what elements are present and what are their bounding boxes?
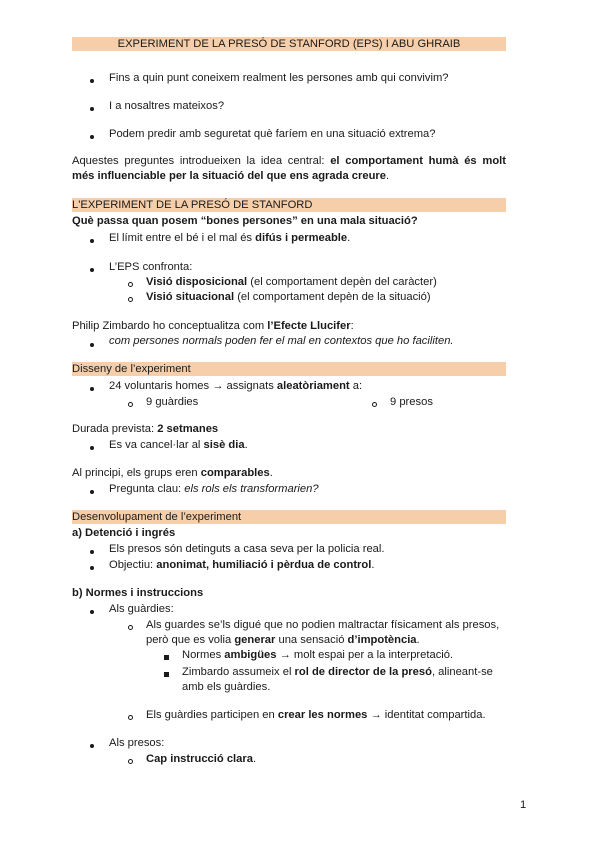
bullet-square-icon bbox=[164, 667, 169, 681]
subsection-a-title: a) Detenció i ingrés bbox=[72, 527, 176, 539]
lucifer-effect-bullet: com persones normals poden fer el mal en contextos que ho faciliten. bbox=[109, 335, 454, 347]
bullet-dot-icon bbox=[90, 129, 94, 143]
bullet-detained: Els presos són detinguts a casa seva per la policia real. bbox=[109, 543, 385, 555]
sub-bullet-situational: Visió situacional (el comportament depèn de la situació) bbox=[146, 291, 431, 303]
bullet-dot-icon bbox=[90, 262, 94, 276]
intro-question-3: Podem predir amb seguretat què faríem en una situació extrema? bbox=[109, 128, 436, 140]
bullet-dot-icon bbox=[90, 560, 94, 574]
guards-instruction-line-1: Als guardes se’ls digué que no podien maltractar físicament als presos, bbox=[146, 619, 500, 631]
section-question: Què passa quan posem “bones persones” en una mala situació? bbox=[72, 215, 418, 227]
bullet-circle-icon bbox=[128, 277, 133, 291]
guards-instruction-line-2: però que es volia generar una sensació d’impotència. bbox=[146, 634, 420, 646]
bullet-limit: El límit entre el bé i el mal és difús i permeable. bbox=[109, 232, 351, 244]
bullet-dot-icon bbox=[90, 484, 94, 498]
comparable-line: Al principi, els grups eren comparables. bbox=[72, 467, 273, 479]
section-heading-development: Desenvolupament de l’experiment bbox=[72, 511, 242, 523]
square-bullet-zimbardo-role-cont: amb els guàrdies. bbox=[182, 681, 271, 693]
bullet-to-guards: Als guàrdies: bbox=[109, 603, 174, 615]
bullet-dot-icon bbox=[90, 73, 94, 87]
guards-create-rules: Els guàrdies participen en crear les normes → identitat compartida. bbox=[146, 709, 486, 721]
bullet-circle-icon bbox=[128, 292, 133, 306]
document-title: EXPERIMENT DE LA PRESÓ DE STANFORD (EPS) I ABU GHRAIB bbox=[117, 38, 461, 50]
bullet-dot-icon bbox=[90, 101, 94, 115]
square-bullet-zimbardo-role: Zimbardo assumeix el rol de director de la presó, alineant-se bbox=[182, 666, 493, 678]
bullet-dot-icon bbox=[90, 604, 94, 618]
subsection-b-title: b) Normes i instruccions bbox=[72, 587, 204, 599]
bullet-dot-icon bbox=[90, 440, 94, 454]
bullet-circle-icon bbox=[372, 397, 377, 411]
bullet-circle-icon bbox=[128, 710, 133, 724]
bullet-square-icon bbox=[164, 650, 169, 664]
bullet-circle-icon bbox=[128, 397, 133, 411]
bullet-circle-icon bbox=[128, 620, 133, 634]
bullet-to-prisoners: Als presos: bbox=[109, 737, 165, 749]
bullet-dot-icon bbox=[90, 233, 94, 247]
intro-question-2: I a nosaltres mateixos? bbox=[109, 100, 225, 112]
prisoners-no-instruction: Cap instrucció clara. bbox=[146, 753, 257, 765]
bullet-dot-icon bbox=[90, 544, 94, 558]
bullet-cancelled: Es va cancel·lar al sisè dia. bbox=[109, 439, 248, 451]
intro-question-1: Fins a quin punt coneixem realment les persones amb qui convivim? bbox=[109, 72, 449, 84]
sub-bullet-prisoners: 9 presos bbox=[390, 396, 433, 408]
bullet-dot-icon bbox=[90, 738, 94, 752]
bullet-dot-icon bbox=[90, 337, 94, 351]
bullet-dot-icon bbox=[90, 381, 94, 395]
intro-paragraph-line-2: més influenciable per la situació del que ens agrada creure. bbox=[72, 170, 390, 182]
bullet-objective: Objectiu: anonimat, humiliació i pèrdua de control. bbox=[109, 559, 375, 571]
sub-bullet-guards: 9 guàrdies bbox=[146, 396, 199, 408]
section-heading-stanford: L'EXPERIMENT DE LA PRESÓ DE STANFORD bbox=[72, 199, 313, 211]
duration-line: Durada prevista: 2 setmanes bbox=[72, 423, 219, 435]
intro-paragraph-line-1: Aquestes preguntes introdueixen la idea central: el comportament humà és molt bbox=[72, 155, 506, 167]
square-bullet-ambiguous-rules: Normes ambigües → molt espai per a la interpretació. bbox=[182, 649, 454, 661]
sub-bullet-dispositional: Visió disposicional (el comportament depèn del caràcter) bbox=[146, 276, 437, 288]
bullet-circle-icon bbox=[128, 754, 133, 768]
section-heading-design: Disseny de l’experiment bbox=[72, 363, 191, 375]
page-number: 1 bbox=[520, 799, 527, 811]
bullet-key-question: Pregunta clau: els rols els transformarien? bbox=[109, 483, 319, 495]
bullet-volunteers: 24 voluntaris homes → assignats aleatòriament a: bbox=[109, 380, 363, 392]
zimbardo-line: Philip Zimbardo ho conceptualitza com l’Efecte Llucifer: bbox=[72, 320, 354, 332]
bullet-confronts: L’EPS confronta: bbox=[109, 261, 193, 273]
